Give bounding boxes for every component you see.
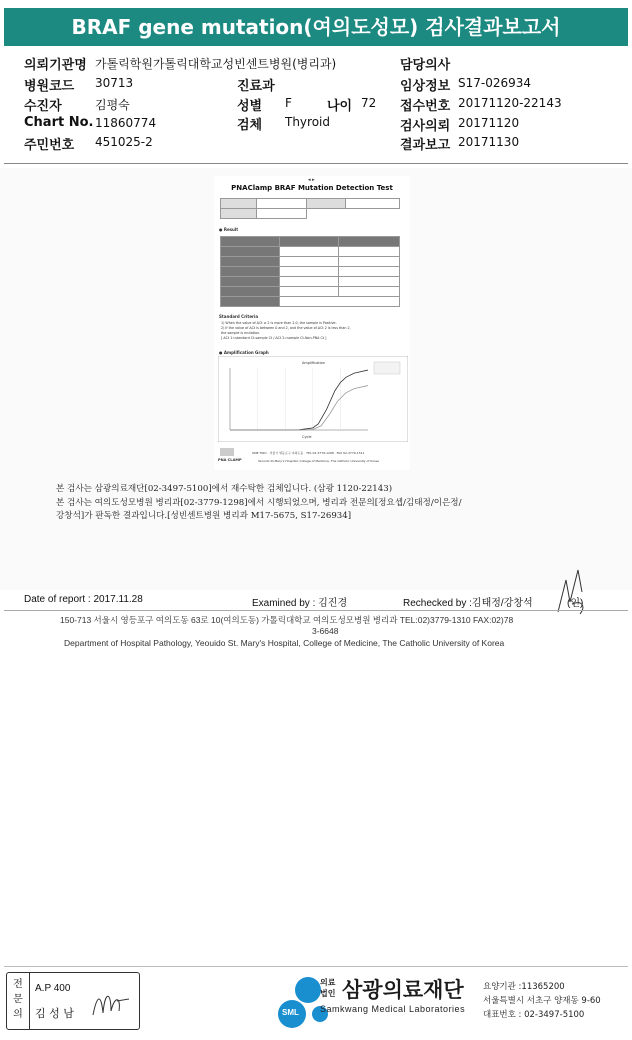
request-label: 검사의뢰: [400, 119, 451, 134]
stamp-signature-icon: [89, 985, 133, 1021]
patient-label: 수진자: [24, 99, 62, 114]
rechecked-by: Rechecked by :김태정/강창석: [403, 598, 533, 609]
request-date: 20171120: [458, 116, 520, 130]
specimen-label: 검체: [237, 118, 263, 133]
chart-no: 11860774: [95, 116, 157, 130]
corp-label-2: 법인: [320, 989, 336, 998]
report-title: BRAF gene mutation(여의도성모) 검사결과보고서: [4, 8, 628, 46]
result-heading: ● Result: [219, 227, 239, 232]
report-label: 결과보고: [400, 138, 451, 153]
requesting-institution: 가톨릭학원가톨릭대학교성빈센트병원(병리과): [95, 57, 337, 71]
company-name-ko: 삼광의료재단: [342, 978, 464, 1002]
nav-dots-icon: ◂ ▸: [308, 177, 315, 183]
hospital-code: 30713: [95, 76, 134, 90]
id-no: 451025-2: [95, 135, 153, 149]
result-table: [220, 236, 400, 307]
id-label: 주민번호: [24, 138, 75, 153]
receipt-no-label: 접수번호: [400, 99, 451, 114]
header-divider: [4, 163, 628, 164]
amplification-graph: [218, 356, 408, 442]
report-date: 20171130: [458, 135, 520, 149]
embedded-report: [214, 176, 410, 470]
stamp-divider: [29, 973, 30, 1029]
report-footer-line-2: Yeouido St.Mary's Hospital, College of Medicine, The Catholic University of Korea: [258, 459, 379, 463]
bottom-divider: [4, 966, 628, 967]
criteria-line-2: 2) If the value of ΔCt is between 0 and 2, and the value of ΔCt 2 is less than 2,: [221, 326, 351, 330]
pna-logo-icon: [220, 448, 234, 456]
footer-divider: [4, 610, 628, 611]
criteria-line-3: the sample is mutation.: [221, 331, 261, 335]
clinical-info: S17-026934: [458, 76, 532, 90]
requesting-institution-label: 의뢰기관명: [24, 58, 87, 73]
criteria-heading: Standard Criteria: [219, 314, 259, 319]
company-phone: 대표번호 : 02-3497-5100: [483, 1010, 585, 1020]
body-line-1: 본 검사는 삼광의료재단[02-3497-5100]에서 재수탁한 검체입니다. (삼광 1120-22143): [56, 484, 393, 494]
address-ko-2: 3-6648: [312, 626, 339, 636]
clinical-info-label: 임상정보: [400, 79, 451, 94]
signature-icon: [552, 562, 592, 620]
stamp-name: 김 성 남: [35, 1007, 74, 1020]
criteria-line-4: [ ΔCt 1=standard Ct-sample Ct / ΔCt 2=sample Ct-Non-PNA Ct ]: [221, 336, 327, 340]
embedded-info-table: [220, 198, 400, 219]
examined-by: Examined by : 김진경: [252, 598, 348, 609]
hospital-code-label: 병원코드: [24, 79, 75, 94]
stamp-vertical-label: 전 문 의: [13, 979, 23, 1020]
chart-label: Chart No.: [24, 115, 94, 130]
criteria-line-1: 1) When the value of ΔCt ≥ 2 is more than 2.0, the sample is Positive.: [221, 321, 337, 325]
stamp-code: A.P 400: [35, 983, 71, 994]
company-reg-no: 요양기관 :11365200: [483, 982, 565, 992]
graph-xlabel: Cycle: [302, 435, 312, 439]
receipt-no: 20171120-22143: [458, 96, 562, 110]
report-footer-line-1: ONE TWO · 서울시 영등포구 여의도동 · TEL 02-3779-1298 · FAX 02-3779-1311: [252, 451, 365, 455]
patient-name: 김평숙: [95, 98, 130, 112]
embedded-report-title: PNAClamp BRAF Mutation Detection Test: [231, 184, 393, 192]
corp-label-1: 의료: [320, 978, 336, 987]
company-name-en: Samkwang Medical Laboratories: [320, 1004, 466, 1014]
date-of-report: Date of report : 2017.11.28: [24, 594, 143, 605]
age-label: 나이: [327, 99, 353, 114]
body-line-3: 강창석]가 판독한 결과입니다.[성빈센트병원 병리과 M17-5675, S17-26934]: [56, 511, 352, 521]
company-address: 서울특별시 서초구 양재동 9-60: [483, 996, 601, 1006]
specialist-stamp: [6, 972, 140, 1030]
body-line-2: 본 검사는 여의도성모병원 병리과[02-3779-1298]에서 시행되었으며, 병리과 전문의[정요셉/김태정/이은정/: [56, 498, 462, 508]
graph-heading: ● Amplification Graph: [219, 350, 269, 355]
address-en: Department of Hospital Pathology, Yeouido St. Mary's Hospital, College of Medicine, The Catholic University of Korea: [64, 638, 505, 648]
pna-logo-text: PNA CLAMP: [218, 458, 242, 462]
graph-title: Amplification: [302, 361, 325, 365]
attending-label: 담당의사: [400, 58, 451, 73]
address-ko: 150-713 서울시 영등포구 여의도동 63로 10(여의도동) 가톨릭대학교 여의도성모병원 병리과 TEL:02)3779-1310 FAX:02)78: [60, 615, 514, 625]
specimen-value: Thyroid: [285, 115, 330, 129]
graph-legend: [374, 362, 400, 374]
sex-value: F: [285, 96, 292, 110]
seal-mark: (인): [567, 598, 584, 609]
sml-badge: SML: [282, 1008, 299, 1017]
sex-label: 성별: [237, 99, 263, 114]
age-value: 72: [361, 96, 377, 110]
department-label: 진료과: [237, 79, 275, 94]
